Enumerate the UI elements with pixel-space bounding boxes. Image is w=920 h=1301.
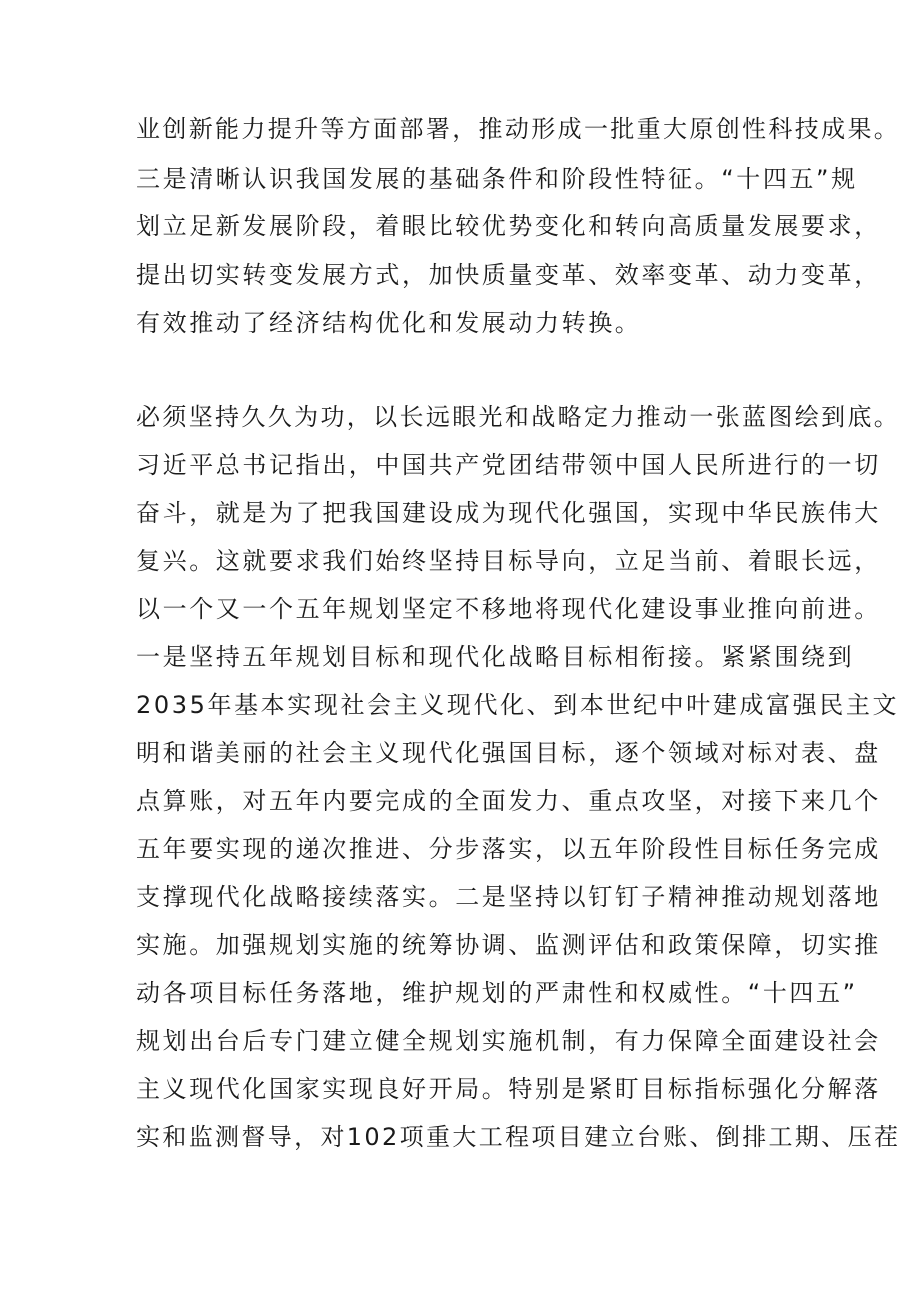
text-line: 划立足新发展阶段，着眼比较优势变化和转向高质量发展要求，: [136, 212, 881, 240]
text-line: 复兴。这就要求我们始终坚持目标导向，立足当前、着眼长远，: [136, 547, 881, 575]
text-line: 有效推动了经济结构优化和发展动力转换。: [136, 309, 642, 337]
text-line: 习近平总书记指出，中国共产党团结带领中国人民所进行的一切: [136, 451, 881, 479]
text-line: 以一个又一个五年规划坚定不移地将现代化建设事业推向前进。: [136, 595, 881, 623]
text-line: 实施。加强规划实施的统筹协调、监测评估和政策保障，切实推: [136, 931, 881, 959]
text-line: 支撑现代化战略接续落实。二是坚持以钉钉子精神推动规划落地: [136, 883, 881, 911]
text-line: 提出切实转变发展方式，加快质量变革、效率变革、动力变革，: [136, 261, 881, 289]
text-line: 2035年基本实现社会主义现代化、到本世纪中叶建成富强民主文: [136, 691, 900, 719]
text-line: 明和谐美丽的社会主义现代化强国目标，逐个领域对标对表、盘: [136, 739, 881, 767]
text-line: 主义现代化国家实现良好开局。特别是紧盯目标指标强化分解落: [136, 1075, 881, 1103]
text-line: 必须坚持久久为功，以长远眼光和战略定力推动一张蓝图绘到底。: [136, 403, 901, 431]
text-line: 点算账，对五年内要完成的全面发力、重点攻坚，对接下来几个: [136, 787, 881, 815]
text-line: 五年要实现的递次推进、分步落实，以五年阶段性目标任务完成: [136, 835, 881, 863]
text-line: 三是清晰认识我国发展的基础条件和阶段性特征。“十四五”规: [136, 165, 858, 193]
text-line: 业创新能力提升等方面部署，推动形成一批重大原创性科技成果。: [136, 115, 901, 143]
text-line: 规划出台后专门建立健全规划实施机制，有力保障全面建设社会: [136, 1027, 881, 1055]
text-line: 奋斗，就是为了把我国建设成为现代化强国，实现中华民族伟大: [136, 499, 881, 527]
text-line: 一是坚持五年规划目标和现代化战略目标相衔接。紧紧围绕到: [136, 643, 855, 671]
text-line: 动各项目标任务落地，维护规划的严肃性和权威性。“十四五”: [136, 979, 858, 1007]
text-line: 实和监测督导，对102项重大工程项目建立台账、倒排工期、压茬: [136, 1123, 901, 1151]
